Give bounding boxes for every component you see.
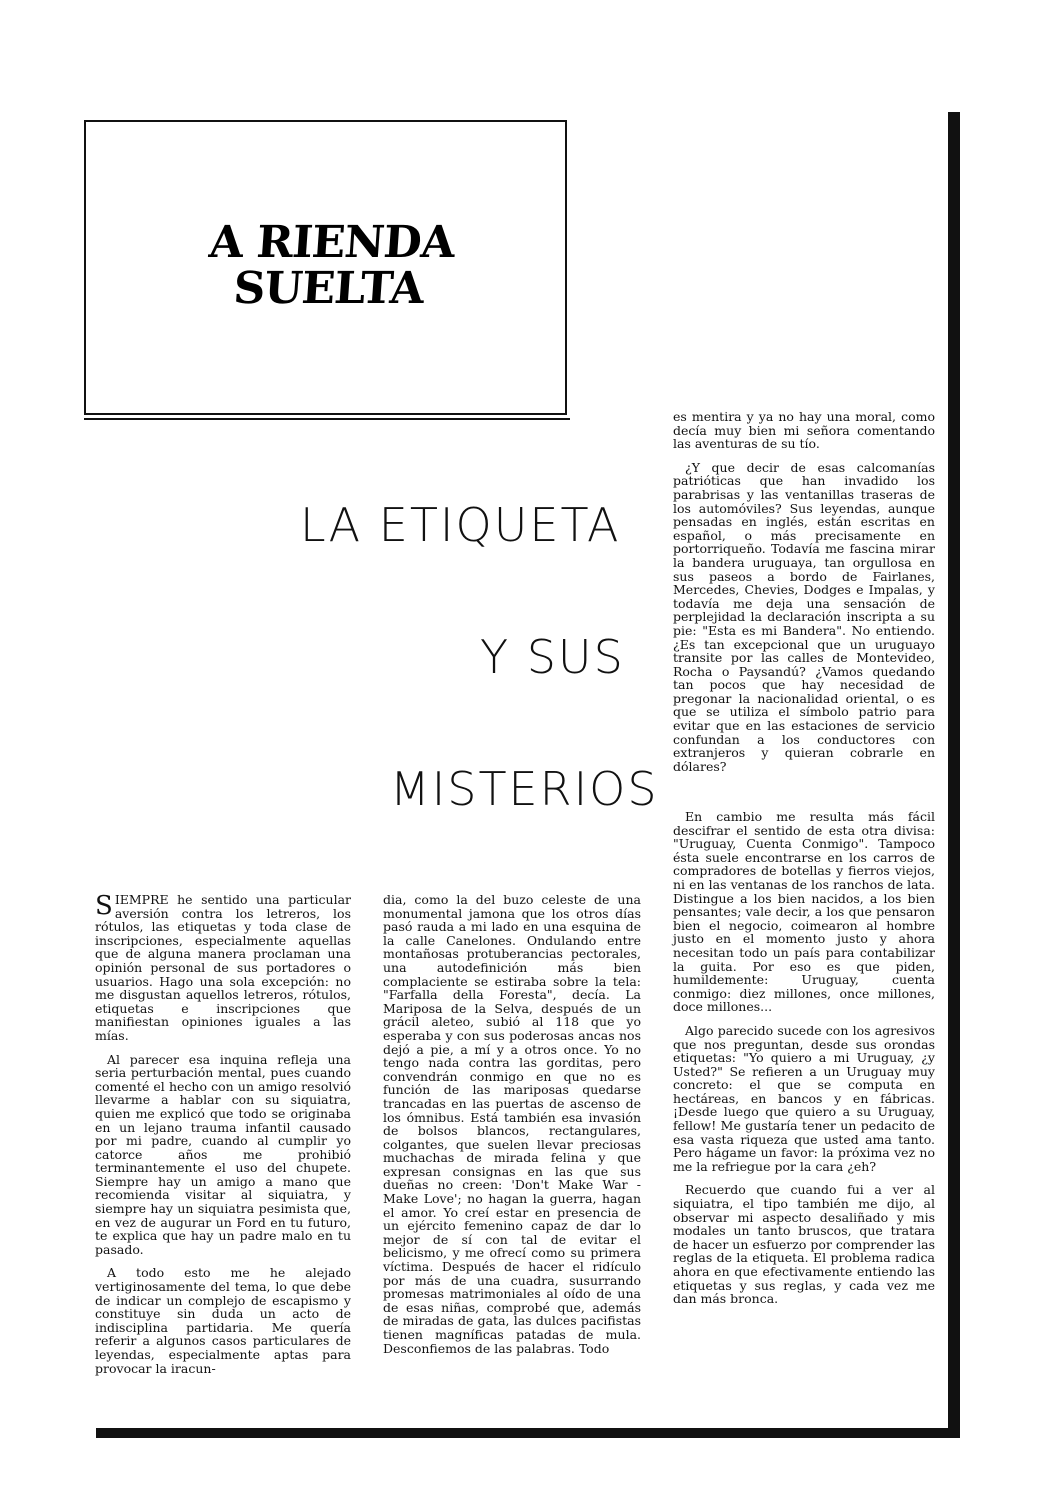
paragraph: Al parecer esa inquina refleja una seria perturbación mental, pues cuando comenté el hecho con un amigo resolvió llevarme a hablar con su siquiatra, quien me explicó que todo se originaba en un lejano trauma infantil causado por mi padre, cuando al cumplir yo catorce años me prohibió terminantemente el uso del chupete. Siempre hay un amigo a mano que recomienda visitar al siquiatra, y siempre hay un siquiatra pesimista que, en vez de augurar un Ford en tu futuro, te explica que hay un padre malo en tu pasado. (95, 1051, 351, 1257)
paragraph: dia, como la del buzo celeste de una monumental jamona que los otros días pasó rauda a mi lado en una esquina de la calle Canelones. Ondulando entre montañosas protuberancias pectorales, una autodefinición más bien complaciente se estiraba sobre la tela: "Farfalla della Foresta", decía. La Mariposa de la Selva, después de un grácil aleteo, subió al 118 que yo esperaba y con sus poderosas ancas nos dejó a pie, a mí y a otros once. Yo no tengo nada contra las gorditas, pero convendrán conmigo en que no es función de las mariposas quedarse trancadas en las puertas de ascenso de los ómnibus. Está también esa invasión de bolsos blancos, rectangulares, colgantes, que suelen llevar preciosas muchachas de mirada felina y que expresan consignas en las que sus dueñas no creen: 'Don't Make War - Make Love'; no hagan la guerra, hagan el amor. Yo creí estar en presencia de un ejército femenino capaz de dar lo mejor de sí con tal de evitar el belicismo, y me ofrecí como su primera víctima. Después de hacer el ridículo por más de una cuadra, susurrando promesas matrimoniales al oído de una de esas niñas, comprobé que, además de miradas de gata, las dulces pacifistas tienen magníficas patadas de mula. Desconfiemos de las palabras. Todo (383, 892, 641, 1356)
header-rule (84, 418, 570, 420)
text-column-middle (383, 893, 641, 1365)
drop-cap: S (95, 891, 113, 921)
page-border-bottom (96, 1428, 960, 1438)
text-column-left (95, 893, 351, 1385)
paragraph: En cambio me resulta más fácil descifrar el sentido de esta otra divisa: "Uruguay, Cuenta Conmigo". Tampoco ésta suele encontrarse en los carros de compradores de botellas y fierros viejos, ni en las ventanas de los ranchos de lata. Distingue a los bien nacidos, a los bien pensantes; vale decir, a los que pensaron bien el negocio, coimearon al hombre justo en el momento justo y ahora necesitan todo un país para contabilizar la guita. Por eso es que piden, humildemente: Uruguay, cuenta conmigo: diez millones, once millones, doce millones... (673, 809, 935, 1015)
paragraph (95, 893, 351, 1043)
section-logo (197, 217, 463, 314)
paragraph: A todo esto me he alejado vertiginosamente del tema, lo que debe de indicar un complejo de escapismo y constituye sin duda un acto de indisciplina partidaria. Me quería referir a algunos casos particulares de leyendas, especialmente aptas para provocar la iracun- (95, 1265, 351, 1376)
paragraph: Algo parecido sucede con los agresivos que nos preguntan, desde sus orondas etiquetas: "Yo quiero a mi Uruguay, ¿y Usted?" Se refieren a un Uruguay muy concreto: el que se computa en hectáreas, en bancos y en fábricas. ¡Desde luego que quiero a su Uruguay, fellow! Me gustaría tener un pedacito de esa vasta riqueza que usted ama tanto. Pero hágame un favor: la próxima vez no me la refriegue por la cara ¿eh? (673, 1022, 935, 1174)
paragraph: es mentira y ya no hay una moral, como decía muy bien mi señora comentando las aventuras de su tío. (673, 409, 935, 452)
paragraph-text: IEMPRE he sentido una particular aversión contra los letreros, los rótulos, las etiquetas y toda clase de inscripciones, especialmente aquellas que de alguna manera proclaman una opinión personal de sus portadores o usuarios. Hago una sola excepción: no me disgustan aquellos letreros, rótulos, etiquetas e inscripciones que manifiestan opiniones iguales a las mías. (95, 892, 351, 1043)
text-column-right-bottom (673, 810, 935, 1316)
section-logo-line2: SUELTA (231, 263, 425, 314)
article-title-line1: LA ETIQUETA (300, 498, 621, 552)
paragraph: Recuerdo que cuando fui a ver al siquiatra, el tipo también me dijo, al observar mi aspecto desaliñado y mis modales un tanto bruscos, que tratara de hacer un esfuerzo por comprender las reglas de la etiqueta. El problema radica ahora en que efectivamente entiendo las etiquetas y sus reglas, y cada vez me dan más bronca. (673, 1182, 935, 1307)
text-column-right-top (673, 410, 935, 783)
paragraph: ¿Y que decir de esas calcomanías patrióticas que han invadido los parabrisas y las ventanillas traseras de los automóviles? Sus leyendas, aunque pensadas en inglés, están escritas en español, o más precisamente en portorriqueño. Todavía me fascina mirar la bandera uruguaya, tan orgullosa en sus paseos a bordo de Fairlanes, Mercedes, Chevies, Dodges e Impalas, y todavía me deja una sensación de perplejidad la declaración inscripta a su pie: "Esta es mi Bandera". No entiendo. ¿Es tan excepcional que un uruguayo transite por las calles de Montevideo, Rocha o Paysandú? ¿Vamos quedando tan pocos que hay necesidad de pregonar la nacionalidad oriental, o es que se utiliza el símbolo patrio para evitar que en las estaciones de servicio confundan a los conductores con extranjeros y quieran cobrarle en dólares? (673, 459, 935, 774)
page-border-right (948, 112, 960, 1432)
section-logo-line1: A RIENDA (207, 217, 456, 268)
article-title-line2: Y SUS (480, 630, 625, 684)
article-title-line3: MISTERIOS (390, 762, 659, 816)
